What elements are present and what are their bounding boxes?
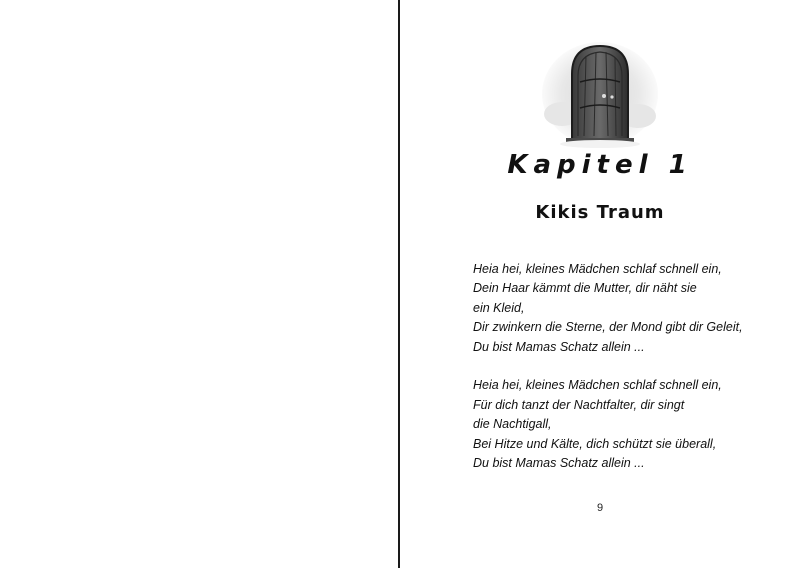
poem-line: Heia hei, kleines Mädchen schlaf schnell ein, <box>473 262 722 276</box>
poem-line: Bei Hitze und Kälte, dich schützt sie überall, <box>473 436 717 451</box>
poem-line: Dein Haar kämmt die Mutter, dir näht sie <box>473 281 697 296</box>
chapter-title: Kikis Traum <box>535 202 665 223</box>
wooden-door-icon <box>540 36 660 148</box>
poem <box>473 260 793 493</box>
poem-line: ein Kleid, <box>473 300 525 315</box>
page-number: 9 <box>596 502 604 514</box>
poem-line: die Nachtigall, <box>473 417 552 432</box>
poem-stanza-1 <box>473 260 793 357</box>
left-page <box>0 0 398 568</box>
poem-line: Heia hei, kleines Mädchen schlaf schnell ein, <box>473 378 722 393</box>
chapter-heading: Kapitel 1 <box>507 150 693 180</box>
right-page <box>400 0 800 568</box>
poem-line: Du bist Mamas Schatz allein ... <box>473 456 645 471</box>
poem-stanza-2 <box>473 376 793 473</box>
poem-line: Dir zwinkern die Sterne, der Mond gibt dir Geleit, <box>473 320 743 335</box>
poem-line: Für dich tanzt der Nachtfalter, dir singt <box>473 397 685 412</box>
poem-line: Du bist Mamas Schatz allein ... <box>473 339 645 354</box>
